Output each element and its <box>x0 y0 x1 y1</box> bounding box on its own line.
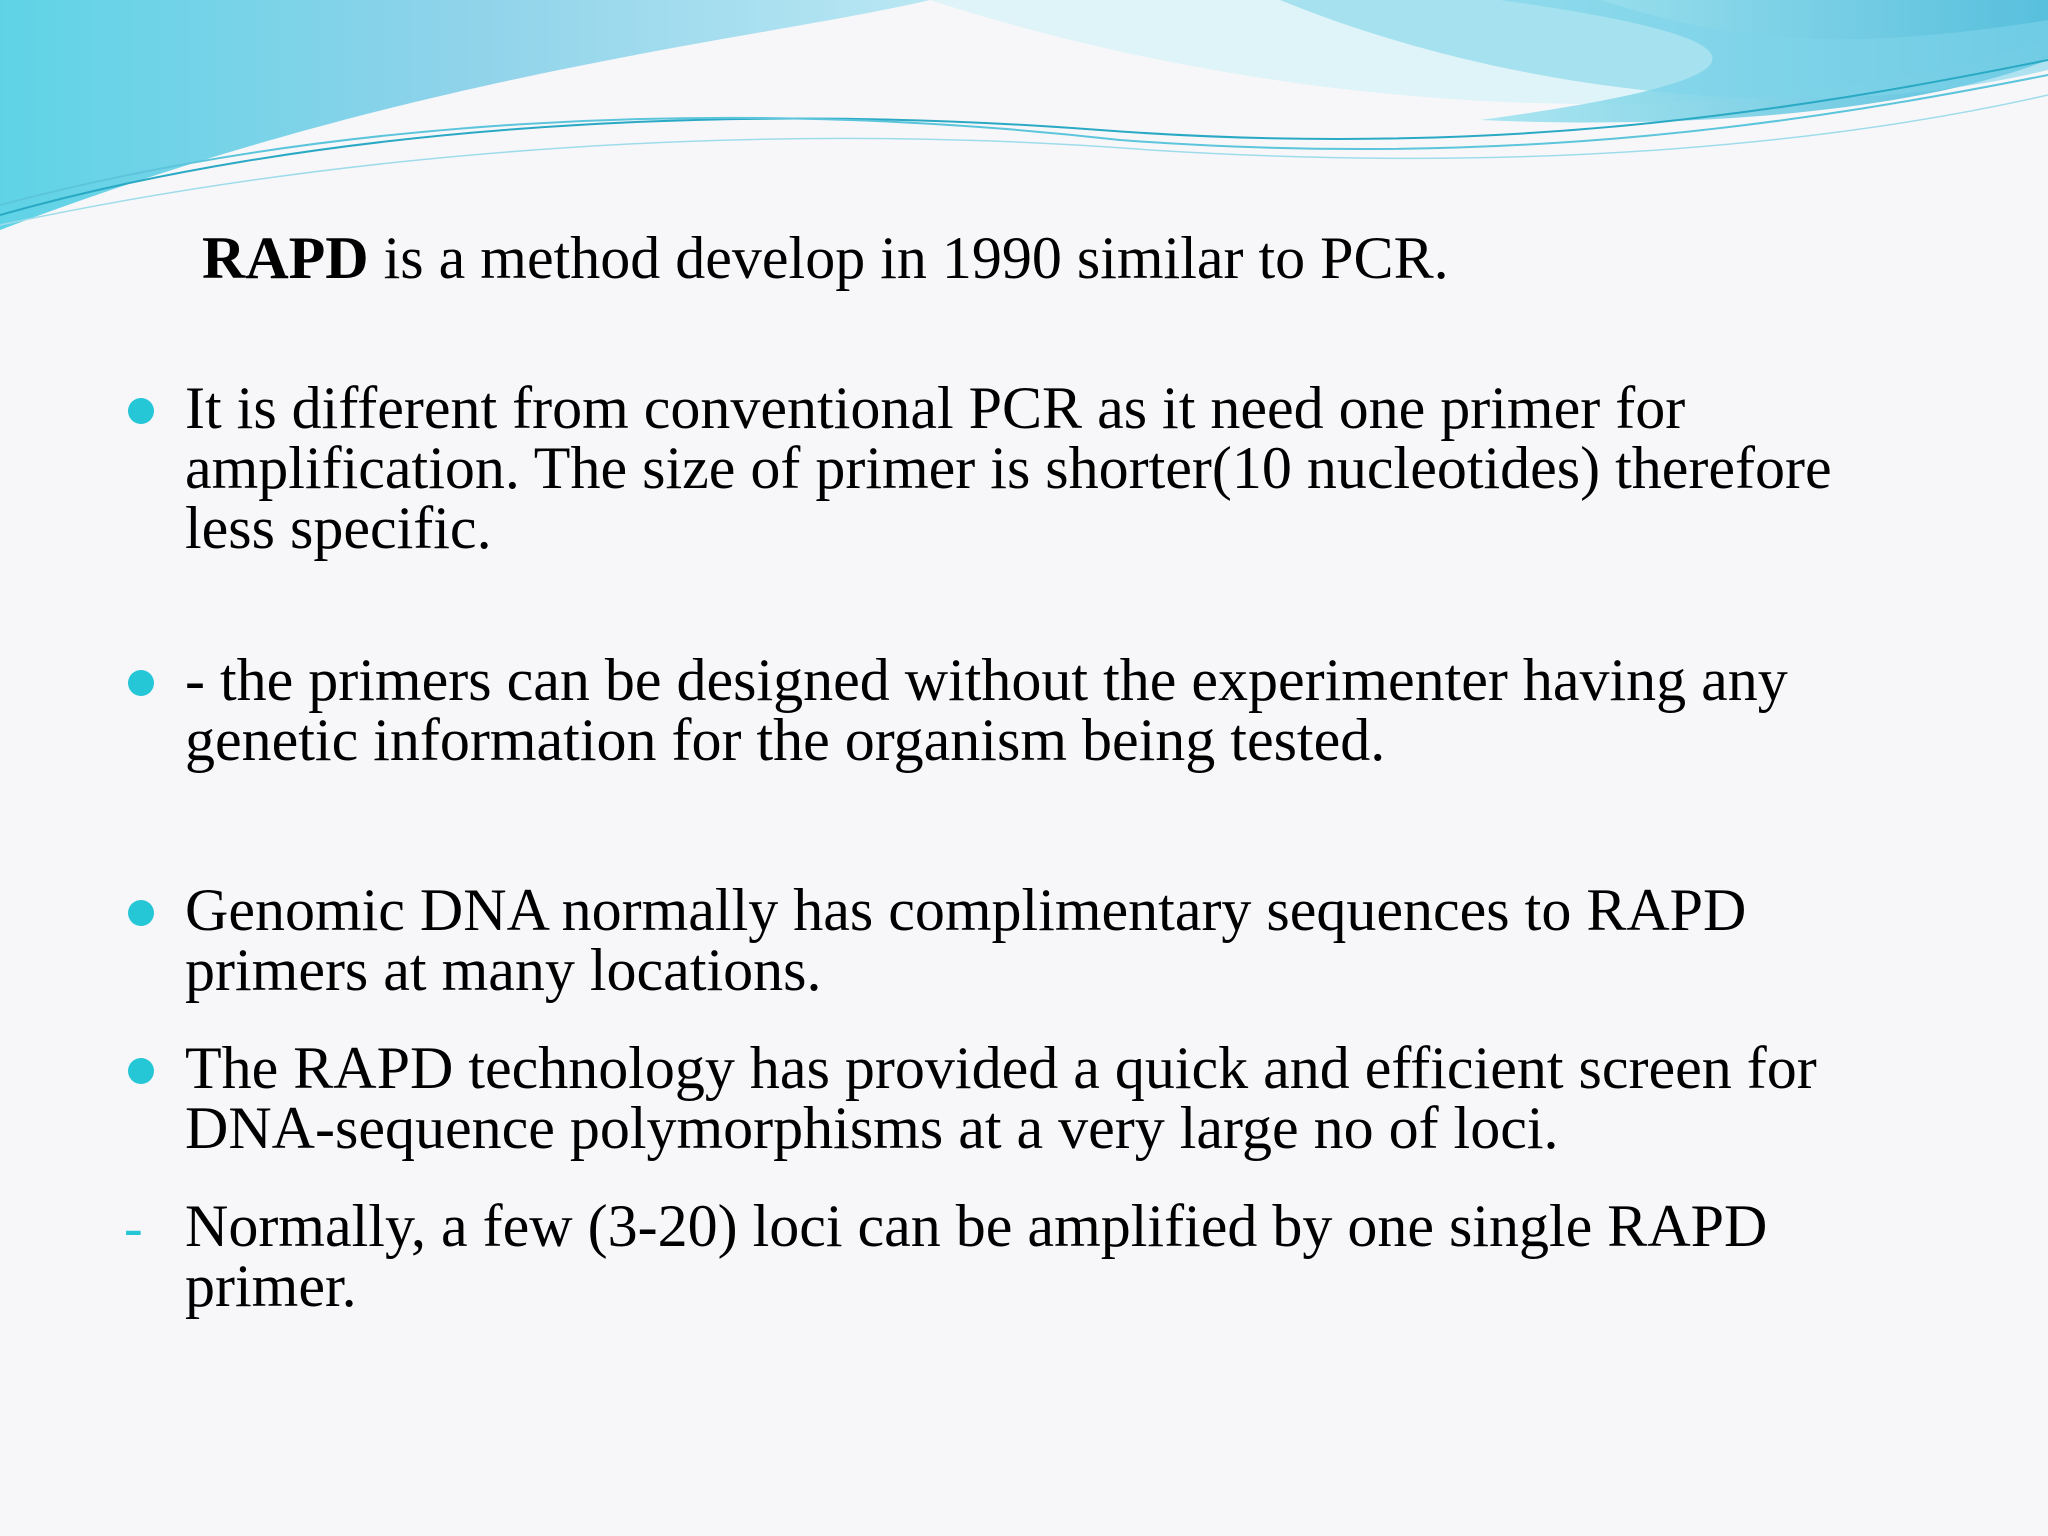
dash-item-text: Normally, a few (3-20) loci can be amplified by one single RAPD primer. <box>185 1193 1768 1319</box>
bullet-item-text: It is different from conventional PCR as it need one primer for amplification. The size of primer is shorter(10 nucleotides) therefore less specific. <box>185 375 1832 561</box>
intro-text: is a method develop in 1990 similar to PCR. <box>368 225 1449 291</box>
wave-header-decoration <box>0 0 2048 240</box>
bullet-dot-icon <box>128 1058 154 1084</box>
bullet-item-text: Genomic DNA normally has complimentary sequences to RAPD primers at many locations. <box>185 877 1747 1003</box>
bullet-dot-icon <box>128 398 154 424</box>
bullet-dot-icon <box>128 900 154 926</box>
bullet-item-text: - the primers can be designed without the experimenter having any genetic information for the organism being tested. <box>185 647 1788 773</box>
intro-bold-term: RAPD <box>202 225 369 291</box>
bullet-item-text: The RAPD technology has provided a quick and efficient screen for DNA-sequence polymorphisms at a very large no of loci. <box>185 1035 1817 1161</box>
dash-marker-icon: - <box>124 1197 143 1259</box>
bullet-dot-icon <box>128 670 154 696</box>
intro-line <box>202 222 1902 294</box>
